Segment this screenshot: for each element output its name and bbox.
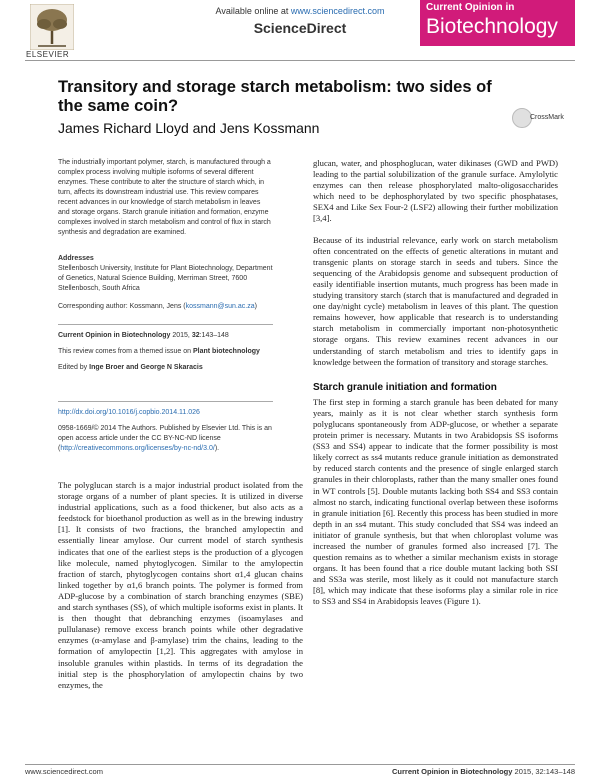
citation-year: 2015, [170, 332, 192, 339]
header-divider [25, 60, 575, 61]
abstract-text: The industrially important polymer, starch, is manufactured through a complex process involving multiple isoforms of several different enzymes. These contribute to alter the structure of starch which, in turn, affects its downstream industrial use. This review compares recent advances in our knowledge of starch metabolism in leaves and storage organs. Starch granule initiation and formation, enzyme complexes involved in starch metabolism and control of flux in starch synthesis and degradation are examined. [58, 159, 271, 236]
crossmark-label: CrossMark [530, 114, 564, 121]
meta-divider [58, 324, 273, 325]
license-end: ). [214, 445, 220, 452]
sciencedirect-link[interactable]: www.sciencedirect.com [290, 6, 385, 16]
availability-prefix: Available online at [215, 6, 291, 16]
body-column-right [313, 158, 558, 618]
body-column-left [58, 480, 303, 701]
elsevier-tree-icon [30, 4, 74, 50]
availability-line [150, 6, 450, 16]
footer-journal: Current Opinion in Biotechnology [392, 767, 513, 776]
license-statement [58, 424, 273, 454]
abstract-panel [58, 158, 273, 454]
intro-paragraph-1: The polyglucan starch is a major industrial product isolated from the storage organs of a number of plant species. It is utilized in diverse industrial applications, such as a food thickener, but also acts as a feedstock for bioethanol production as well as in the brewing industry [1]. It consists of two fractions, the branched amylopectin and essentially linear amylose. Our current model of starch synthesis indicates that one of the earliest steps is the production of a glycogen like molecule, named phytoglycogen. Similar to the amylopectin fraction of starch, phytoglycogen contains short α1,4 glucan chains linked together by α1,6 branch points. The polymer is formed from ADP-glucose by a combination of starch branching enzymes (SBE) and starch synthases (SS), of which multiple isoforms exist in plants. It is then thought that debranching enzymes (isoamylases and pullulanase) remove excess branch points while other degradative enzymes (α-amylase and β-amylase) trim the chains, leading to the formation of amylopectin [1,2]. This aggregates with amylose in insoluble granules within plastids. In terms of its degradation the initial step is the phosphorylation of amylopectin chains by two enzymes, the [58, 480, 303, 690]
editors-names: Inge Broer and George N Skaracis [89, 364, 203, 371]
section-heading-granule: Starch granule initiation and formation [313, 381, 497, 393]
journal-citation [58, 331, 273, 341]
addresses-text: Stellenbosch University, Institute for Plant Biotechnology, Department of Genetics, Natural Science Building, Merriman Street, 7600 Stellenbosch, South Africa [58, 265, 273, 292]
article-meta [58, 331, 273, 373]
article-authors: James Richard Lloyd and Jens Kossmann [58, 120, 320, 136]
citation-journal: Current Opinion in Biotechnology [58, 332, 171, 339]
journal-banner [420, 0, 575, 46]
license-link[interactable]: http://creativecommons.org/licenses/by-nc-nd/3.0/ [60, 445, 215, 452]
corresponding-prefix: Corresponding author: Kossmann, Jens ( [58, 303, 186, 310]
theme-prefix: This review comes from a themed issue on [58, 348, 193, 355]
doi-link[interactable]: http://dx.doi.org/10.1016/j.copbio.2014.11.026 [58, 409, 200, 416]
corresponding-author [58, 302, 273, 312]
license-text: 0958-1669/© 2014 The Authors. Published by Elsevier Ltd. This is an open access article under the CC BY-NC-ND license ( [58, 425, 272, 452]
article-title: Transitory and storage starch metabolism: two sides of the same coin? [58, 78, 492, 115]
citation-volume: 32 [191, 332, 200, 339]
footer-cite: 2015, 32:143–148 [512, 767, 575, 776]
platform-name: ScienceDirect [253, 20, 347, 36]
elsevier-logo [30, 4, 74, 50]
publisher-name: ELSEVIER [26, 50, 70, 59]
addresses-heading: Addresses [58, 255, 94, 262]
journal-name: Biotechnology [426, 15, 558, 38]
footer-divider [25, 764, 575, 765]
theme-name: Plant biotechnology [193, 348, 260, 355]
editors-prefix: Edited by [58, 364, 90, 371]
journal-prefix: Current Opinion in [426, 2, 515, 13]
intro-paragraph-3: Because of its industrial relevance, early work on starch metabolism often concentrated on the effects of genetic alterations in mutant and transgenic plants on storage starch in seeds and tubers. Since the sequencing of the Arabidopsis genome and subsequent production of easily identifiable insertion mutants, much progress has been made in studying transitory starch (starch that is manufactured and degraded in one day/night cycle) metabolism in leaves of this plant. The question remains however, how applicable that research is to understanding starch metabolism in commercially important non-photosynthetic storage organs. This review examines recent advances in our understanding of starch metabolism and tries to identify gaps in knowledge between the formation of transitory and storage starches. [313, 234, 558, 367]
crossmark-icon[interactable] [512, 108, 532, 128]
intro-paragraph-2: glucan, water, and phosphoglucan, water dikinases (GWD and PWD) leading to the partial solubilization of the granule surface. Amylolytic enzymes can then release phosphorylated malto-oligosaccharides which need to be dephosphorylated by two specific phosphatases, SEX4 and Like Sex Four-2 (LSF2) allowing their further mobilization [3,4]. [313, 158, 558, 224]
citation-pages: :143–148 [199, 332, 229, 339]
doi-divider [58, 401, 273, 402]
theme-line [58, 347, 273, 357]
granule-paragraph-1: The first step in forming a starch granule has been debated for many years, mainly as it is not clear whether starch synthesis form polyglucans spontaneously from ADP-glucose, or whether a separate protein primer is necessary. Mutants in two Arabidopsis SS isoforms (SS3 and SS4) appear to indicate that the former possibility is most likely correct as ss4 mutants reduce granule initiation as demonstrated by reduced starch contents and the presence of single enlarged starch granules in their chloroplasts, rather than the many smaller ones found in WT controls [5]. Double mutants lacking both SS4 and SS3 contain almost no starch, indicating functional overlap between these isoforms in granule initiation [6]. Recently this process has been studied in more depth in an ss4 mutant. This study concluded that SS4 was indeed an initiator of granule synthesis, but that when chloroplast volume was increased the number of granules formed also increased [7]. The question remains as to whether a similar mechanism exists in storage organs. It has been found that a rice double mutant lacking both SSI and SS3a was sterile, most likely as it could not manufacture starch [8], which may indicate that these isoforms play a similar role in rice to SS3 and SS4 in Arabidopsis leaves (Figure 1). [313, 396, 558, 607]
footer-citation [392, 767, 575, 776]
corresponding-suffix: ) [254, 303, 257, 310]
corresponding-email[interactable]: kossmann@sun.ac.za [185, 303, 255, 310]
editors-line [58, 363, 273, 373]
footer-url[interactable]: www.sciencedirect.com [25, 767, 103, 776]
